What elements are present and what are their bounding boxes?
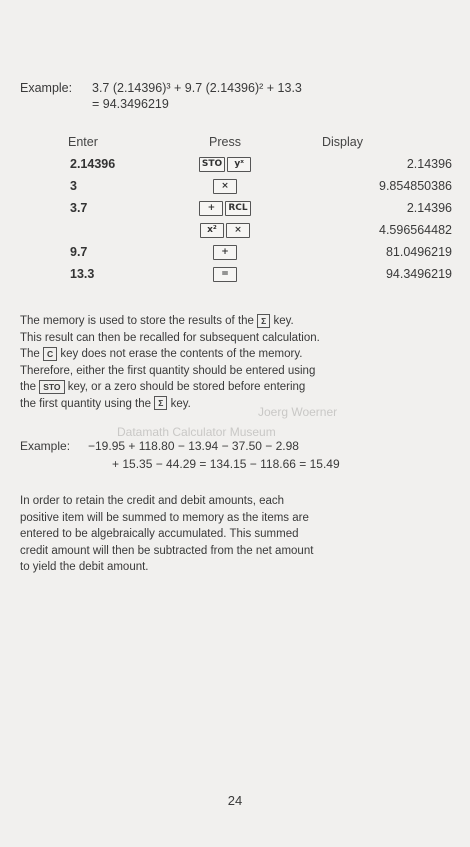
text-fragment: key.: [273, 315, 294, 327]
enter-value: 9.7: [70, 245, 88, 259]
text-line: entered to be algebraically accumulated. This summed: [20, 528, 299, 540]
example-2-line-1: −19.95 + 118.80 − 13.94 − 37.50 − 2.98: [88, 439, 299, 453]
press-keys: [170, 197, 280, 219]
display-value: 4.596564482: [379, 223, 452, 237]
multiply-key: ×: [213, 179, 237, 194]
example-1: [20, 80, 302, 112]
text-line: positive item will be summed to memory as the items are: [20, 511, 309, 524]
table-row: [60, 197, 452, 219]
example-2-line-2: + 15.35 − 44.29 = 134.15 − 118.66 = 15.49: [112, 457, 340, 471]
display-value: 2.14396: [406, 157, 452, 171]
example-2: [20, 437, 340, 473]
plus-key: +: [199, 201, 223, 216]
sto-key: STO: [199, 157, 225, 172]
text-fragment: key, or a zero should be stored before entering: [67, 381, 306, 393]
text-line: Therefore, either the first quantity should be entered using: [20, 364, 316, 377]
text-line: credit amount will then be subtracted from the net amount: [20, 544, 314, 557]
press-keys: [170, 263, 280, 285]
text-line: to yield the debit amount.: [20, 561, 149, 573]
sto-key: STO: [39, 380, 64, 394]
enter-value: 3.7: [70, 201, 88, 215]
table-row: [60, 219, 452, 241]
press-keys: [170, 153, 280, 175]
rcl-key: RCL: [225, 201, 250, 216]
enter-value: [60, 219, 170, 241]
enter-value: 2.14396: [70, 157, 116, 171]
text-fragment: key.: [170, 397, 191, 410]
press-keys: [170, 175, 280, 197]
watermark-museum: Datamath Calculator Museum: [117, 425, 276, 439]
table-row: [60, 175, 452, 197]
header-display: Display: [322, 135, 363, 149]
table-row: [60, 153, 452, 175]
text-fragment: The: [20, 348, 40, 360]
text-line: [20, 396, 460, 413]
display-value: 9.854850386: [379, 179, 452, 193]
display-value: 81.0496219: [385, 245, 452, 259]
equals-key: =: [213, 267, 237, 282]
keystroke-table: [60, 135, 452, 285]
press-keys: [170, 241, 280, 263]
example-1-equation: 3.7 (2.14396)³ + 9.7 (2.14396)² + 13.3: [92, 81, 302, 95]
multiply-key: ×: [226, 223, 250, 238]
plus-key: +: [213, 245, 237, 260]
text-line: [20, 379, 460, 396]
display-value: 2.14396: [406, 201, 452, 215]
press-keys: [170, 219, 280, 241]
watermark-author: Joerg Woerner: [258, 405, 338, 419]
text-fragment: the first quantity using the: [20, 397, 152, 410]
text-line: [20, 313, 460, 330]
example-1-result: = 94.3496219: [92, 97, 169, 111]
example-2-label: Example:: [20, 439, 71, 453]
text-line: In order to retain the credit and debit amounts, each: [20, 495, 285, 507]
header-press: Press: [209, 135, 241, 149]
display-value: 94.3496219: [385, 267, 452, 281]
text-fragment: The memory is used to store the results of the: [20, 315, 254, 327]
square-key: x²: [200, 223, 224, 238]
header-enter: Enter: [68, 135, 98, 149]
text-line: [20, 346, 460, 363]
table-row: [60, 263, 452, 285]
credit-debit-explanation: [20, 493, 460, 576]
text-line: This result can then be recalled for subsequent calculation.: [20, 331, 320, 344]
table-header-row: [60, 135, 452, 153]
sum-key: Σ: [257, 314, 270, 328]
table-row: [60, 241, 452, 263]
text-fragment: key does not erase the contents of the memory.: [60, 348, 303, 360]
memory-explanation: [20, 313, 460, 412]
enter-value: 13.3: [70, 267, 95, 281]
clear-key: C: [43, 347, 57, 361]
text-fragment: the: [20, 381, 36, 393]
sum-key: Σ: [154, 396, 167, 410]
page-number: 24: [227, 793, 243, 808]
example-1-label: Example:: [20, 81, 73, 95]
enter-value: 3: [70, 179, 77, 193]
power-key: yˣ: [227, 157, 251, 172]
